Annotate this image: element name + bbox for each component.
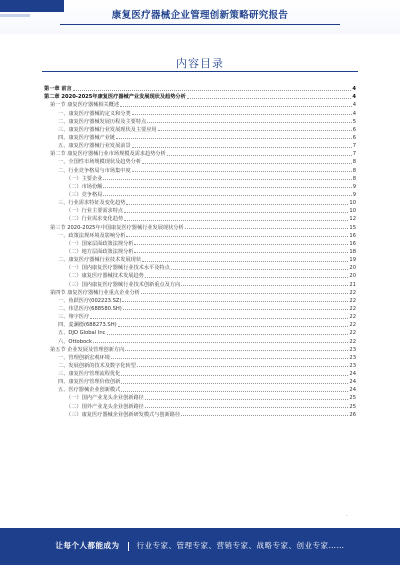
toc-entry-page: 22 [349,338,356,345]
toc-dot-leader [167,155,352,156]
page-header [0,0,400,34]
toc-entry[interactable] [44,214,356,222]
toc-entry-text: （二）国外产业龙头企业创新路径 [66,403,144,410]
toc-dot-leader [137,366,349,367]
toc-entry[interactable] [44,206,356,214]
toc-entry-text: 三、翔宇医疗 [58,314,90,321]
toc-entry-page: 4 [352,94,356,101]
toc-entry[interactable] [44,401,356,409]
toc-entry-page: 22 [349,297,356,304]
toc-dot-leader [181,285,348,286]
toc-entry[interactable] [44,345,356,353]
toc-entry-text: 五、康复医疗器械行业发展前景 [58,143,131,150]
toc-entry-text: 一、政策法规环境及影响分析 [58,232,126,239]
toc-entry-page: 7 [352,151,356,158]
toc-entry[interactable] [44,320,356,328]
toc-entry[interactable] [44,141,356,149]
toc-entry-page: 8 [352,159,356,166]
toc-entry-page: 24 [349,379,356,386]
toc-entry-page: 9 [352,183,356,190]
toc-entry[interactable] [44,222,356,230]
toc-entry-page: 25 [349,395,356,402]
toc-entry[interactable] [44,133,356,141]
toc-entry[interactable] [44,410,356,418]
table-of-contents [44,84,356,418]
toc-dot-leader [132,147,352,148]
toc-entry-page: 22 [349,330,356,337]
toc-entry-page: 23 [349,346,356,353]
page-footer [0,528,400,565]
toc-dot-leader [107,334,349,335]
toc-entry-text: 第二章 2020-2025年康复医疗器械产业发展现状及趋势分析 [44,94,186,101]
toc-entry-page: 15 [349,224,356,231]
toc-entry[interactable] [44,165,356,173]
toc-title: 内容目录 [176,57,224,70]
toc-entry-text: （二）市场份额 [66,183,103,190]
toc-entry[interactable] [44,125,356,133]
toc-dot-leader [73,90,352,91]
toc-entry[interactable] [44,393,356,401]
toc-entry-page: 5 [352,118,356,125]
toc-entry-text: 一、全国性市场规模现状及趋势分析 [58,159,142,166]
toc-entry-text: 五、医疗器械企业创新模式 [58,387,121,394]
toc-entry-page: 22 [349,322,356,329]
toc-entry-text: 一、管理创新宏观环境 [58,354,110,361]
toc-entry[interactable] [44,353,356,361]
toc-entry-page: 22 [349,305,356,312]
toc-entry-page: 20 [349,273,356,280]
toc-title-rule [42,71,358,72]
toc-dot-leader [120,106,352,107]
toc-entry[interactable] [44,108,356,116]
toc-dot-leader [121,375,348,376]
toc-dot-leader [147,122,351,123]
footer-separator [128,542,129,551]
toc-entry-text: 第一节 康复医疗器械相关概述 [50,102,120,109]
toc-dot-leader [181,415,348,416]
toc-entry-text: 第五节 企业发展及管理创新方向 [50,346,125,353]
toc-entry-text: （一）国内康复医疗器械行业技术水平及特点 [66,265,170,272]
toc-entry[interactable] [44,182,356,190]
toc-entry-page: 4 [352,110,356,117]
toc-entry-page: 24 [349,387,356,394]
toc-entry-text: 四、康复医疗管理价值创新 [58,379,121,386]
toc-entry[interactable] [44,231,356,239]
toc-dot-leader [103,187,351,188]
toc-entry-page: 22 [349,289,356,296]
toc-entry[interactable] [44,255,356,263]
toc-dot-leader [141,293,349,294]
toc-entry-text: 五、DJO Global Inc [58,330,106,337]
toc-dot-leader [142,261,348,262]
toc-entry[interactable] [44,271,356,279]
toc-entry-page: 8 [352,167,356,174]
toc-dot-leader [158,130,352,131]
toc-dot-leader [124,220,348,221]
toc-dot-leader [124,212,348,213]
toc-entry-text: 二、伟思医疗(688580.SH) [58,305,122,312]
toc-entry-page: 18 [349,248,356,255]
toc-entry-text: （二）康复医疗器械技术发展趋势 [66,273,144,280]
toc-entry-text: 第一章 前言 [44,86,72,93]
toc-dot-leader [171,269,349,270]
toc-dot-leader [103,179,351,180]
toc-dot-leader [145,277,349,278]
toc-entry-text: （二）地方层面政策法规分析 [66,248,134,255]
toc-dot-leader [122,301,348,302]
toc-entry[interactable] [44,296,356,304]
toc-entry[interactable] [44,328,356,336]
page-number: - [346,513,348,518]
toc-dot-leader [185,228,349,229]
toc-dot-leader [90,318,348,319]
toc-dot-leader [142,163,352,164]
toc-entry[interactable] [44,149,356,157]
toc-dot-leader [145,407,349,408]
toc-entry-text: （三）国内康复医疗器械行业技术创新重点及方向 [66,281,181,288]
toc-entry-text: （一）国家层面政策法规分析 [66,240,134,247]
toc-dot-leader [132,171,352,172]
toc-dot-leader [132,114,352,115]
toc-entry-page: 21 [349,281,356,288]
footer-slogan [0,540,400,551]
toc-entry-page: 4 [352,102,356,109]
toc-entry[interactable] [44,247,356,255]
toc-entry[interactable] [44,92,356,100]
toc-entry-text: 三、行业需求特征及变化趋势 [58,200,126,207]
toc-dot-leader [93,342,348,343]
toc-dot-leader [118,326,349,327]
toc-entry[interactable] [44,117,356,125]
toc-entry-text: 第二节 康复医疗器械行业市场规模及需求趋势分析 [50,151,166,158]
report-title: 康复医疗器械企业管理创新策略研究报告 [111,10,289,21]
toc-entry[interactable] [44,312,356,320]
toc-entry-page: 16 [349,232,356,239]
toc-entry[interactable] [44,239,356,247]
toc-entry[interactable] [44,198,356,206]
toc-entry-text: （二）行业需求变化趋势 [66,216,124,223]
toc-entry-page: 26 [349,411,356,418]
toc-dot-leader [134,244,348,245]
toc-entry-text: 二、发展创新的技术及数字化转型 [58,362,136,369]
toc-entry-page: 23 [349,354,356,361]
toc-entry[interactable] [44,190,356,198]
toc-entry-text: 六、Ottobock [58,338,93,345]
toc-entry-page: 10 [349,208,356,215]
toc-entry-page: 24 [349,371,356,378]
toc-entry-page: 16 [349,240,356,247]
toc-entry[interactable] [44,157,356,165]
toc-entry-text: 一、康复医疗器械的定义和分类 [58,110,131,117]
toc-dot-leader [126,204,348,205]
toc-entry-text: 三、康复医疗管理流程优化 [58,371,121,378]
toc-entry-page: 6 [352,134,356,141]
toc-dot-leader [126,236,348,237]
toc-entry-text: 二、康复医疗器械行业技术发展现状 [58,257,142,264]
toc-entry-page: 8 [352,175,356,182]
toc-entry-page: 20 [349,265,356,272]
toc-entry-page: 7 [352,143,356,150]
toc-dot-leader [125,350,348,351]
toc-entry-text: 四、康复医疗器械产业链 [58,134,116,141]
header-divider [60,24,340,25]
toc-dot-leader [121,391,348,392]
toc-entry[interactable] [44,288,356,296]
toc-entry-text: 第三节 2020-2025年中国康复医疗器械行业发展现状分析 [50,224,184,231]
toc-entry[interactable] [44,304,356,312]
toc-entry-text: （三）竞争格局 [66,191,103,198]
toc-entry[interactable] [44,263,356,271]
toc-entry-text: 三、康复医疗器械行业发展现状及主要应用 [58,126,157,133]
toc-entry-page: 19 [349,257,356,264]
toc-entry-page: 22 [349,314,356,321]
toc-entry-text: （一）国内产业龙头企业创新路径 [66,395,144,402]
toc-dot-leader [187,98,352,99]
toc-entry-text: 一、鱼跃医疗(002223.SZ) [58,297,122,304]
footer-left-text: 让每个人都能成为 [55,541,120,550]
toc-entry-text: （三）康复医疗器械企业创新研发模式与创新路径 [66,411,181,418]
toc-entry[interactable] [44,84,356,92]
toc-entry[interactable] [44,361,356,369]
toc-entry[interactable] [44,279,356,287]
toc-dot-leader [103,195,351,196]
toc-entry[interactable] [44,377,356,385]
toc-dot-leader [111,358,349,359]
toc-entry-page: 4 [352,86,356,93]
toc-entry-page: 9 [352,191,356,198]
toc-dot-leader [123,309,349,310]
toc-entry-page: 10 [349,200,356,207]
toc-dot-leader [121,383,348,384]
toc-entry-text: （一）行业主要需求特点 [66,208,124,215]
toc-dot-leader [134,252,348,253]
toc-dot-leader [116,138,352,139]
toc-entry-page: 25 [349,403,356,410]
toc-entry-text: 第四节 康复医疗器械行业重点企业分析 [50,289,140,296]
toc-dot-leader [145,399,349,400]
toc-entry-text: 四、麦澜德(688273.SH) [58,322,117,329]
footer-right-text: 行业专家、管理专家、营销专家、战略专家、创业专家…… [136,541,345,550]
toc-entry-text: （一）主要企业 [66,175,103,182]
toc-entry-text: 二、康复医疗器械发展历程及主要特点 [58,118,147,125]
toc-entry[interactable] [44,336,356,344]
toc-entry-page: 23 [349,362,356,369]
toc-entry[interactable] [44,100,356,108]
toc-entry-text: 二、行业竞争格局与市场集中度 [58,167,131,174]
toc-entry[interactable] [44,385,356,393]
toc-entry[interactable] [44,174,356,182]
toc-entry[interactable] [44,369,356,377]
toc-entry-page: 12 [349,216,356,223]
toc-entry-page: 6 [352,126,356,133]
